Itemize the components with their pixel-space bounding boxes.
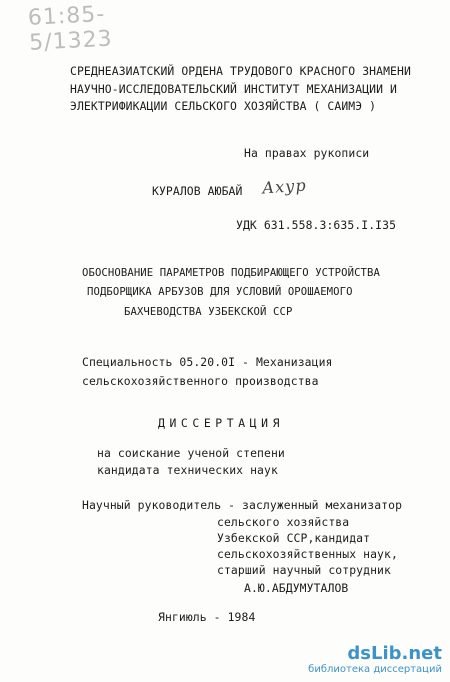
degree-line-2: кандидата технических наук [97,463,278,477]
specialty-line-2: сельскохозяйственного производства [82,374,319,388]
site-watermark [308,644,442,676]
supervisor-line-5: старший научный сотрудник [217,563,391,577]
udc-code: УДК 631.558.3:635.I.I35 [236,218,397,232]
institution-line-2: НАУЧНО-ИССЛЕДОВАТЕЛЬСКИЙ ИНСТИТУТ МЕХАНИЗАЦИИ И [70,82,398,96]
author-signature: Ахур [261,175,308,198]
watermark-subtitle: библиотека диссертаций [308,664,442,675]
rights-note: На правах рукописи [244,146,370,160]
supervisor-line-3: Узбекской ССР,кандидат [217,531,371,545]
supervisor-line-2: сельского хозяйства [217,515,350,529]
institution-line-1: СРЕДНЕАЗИАТСКИЙ ОРДЕНА ТРУДОВОГО КРАСНОГО ЗНАМЕНИ [70,64,411,78]
place-and-year: Янгиюль - 1984 [158,610,256,624]
institution-line-3: ЭЛЕКТРИФИКАЦИИ СЕЛЬСКОГО ХОЗЯЙСТВА ( САИМЭ ) [70,99,377,113]
title-line-2: ПОДБОРЩИКА АРБУЗОВ ДЛЯ УСЛОВИЙ ОРОШАЕМОГО [87,286,353,298]
supervisor-line-4: сельскохозяйственных наук, [217,547,398,561]
watermark-brand: dsLib.net [347,643,442,664]
document-type: ДИССЕРТАЦИЯ [158,416,285,430]
title-line-1: ОБОСНОВАНИЕ ПАРАМЕТРОВ ПОДБИРАЮЩЕГО УСТРОЙСТВА [82,267,380,279]
degree-line-1: на соискание ученой степени [97,446,285,460]
title-line-3: БАХЧЕВОДСТВА УЗБЕКСКОЙ ССР [124,306,293,318]
supervisor-line-1: Научный руководитель - заслуженный механизатор [82,498,403,512]
supervisor-name: А.Ю.АБДУМУТАЛОВ [244,581,349,595]
specialty-line-1: Специальность 05.20.0I - Механизация [82,355,333,369]
author-name: КУРАЛОВ АЮБАЙ [152,184,243,198]
archive-number-mark: 61:85-5/1323 [27,1,114,56]
